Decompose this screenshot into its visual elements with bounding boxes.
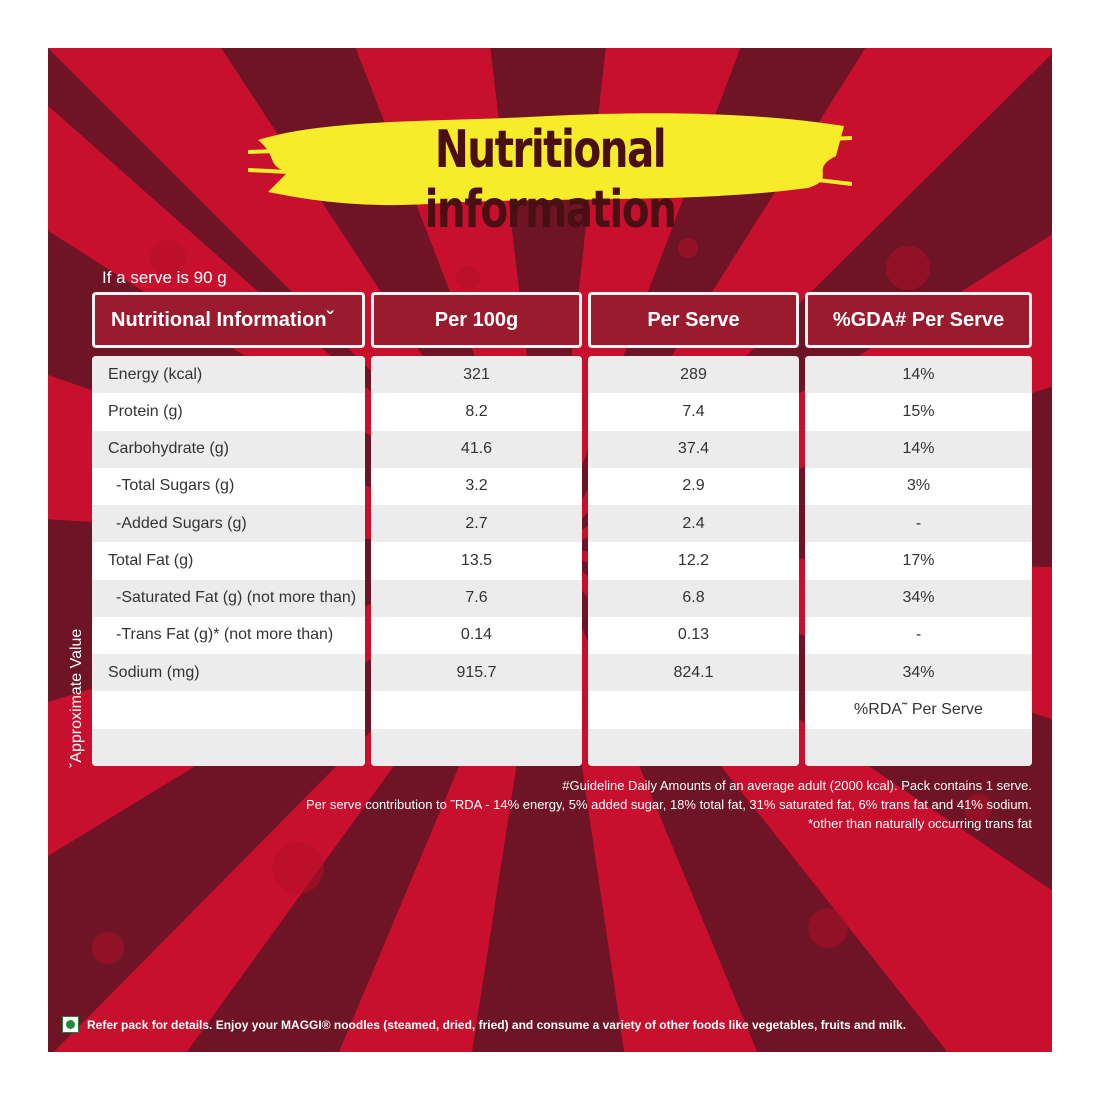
per-100g-header: Per 100g — [371, 292, 582, 348]
per-serve-column — [588, 292, 799, 766]
nutrient-column-body — [92, 356, 365, 766]
gda-value: 34% — [805, 580, 1032, 617]
per-100g-value — [371, 729, 582, 766]
per-100g-column-body — [371, 356, 582, 766]
nutrient-name — [92, 691, 365, 728]
gda-value: 14% — [805, 356, 1032, 393]
per-100g-value: 3.2 — [465, 477, 488, 495]
per-100g-value: 8.2 — [465, 402, 488, 420]
nutrition-panel — [48, 48, 1052, 1052]
per-serve-value: 6.8 — [588, 580, 799, 617]
gda-value: 3% — [906, 477, 931, 495]
nutrient-name: -Total Sugars (g) — [116, 477, 235, 495]
per-serve-value: 37.4 — [588, 431, 799, 468]
nutrient-name: Protein (g) — [108, 402, 183, 420]
nutrient-name: Sodium (mg) — [92, 654, 365, 691]
bottom-note — [62, 1016, 906, 1033]
nutrient-name: -Added Sugars (g) — [92, 505, 365, 542]
per-100g-value: 13.5 — [460, 551, 493, 569]
nutrient-name — [92, 729, 365, 766]
nutrition-table — [92, 292, 1032, 766]
per-serve-column-body — [588, 356, 799, 766]
approximate-value-label: ˇApproximate Value — [68, 628, 85, 768]
nutrient-name: Energy (kcal) — [92, 356, 365, 393]
veg-symbol-icon — [62, 1016, 79, 1033]
gda-value — [805, 729, 1032, 766]
serve-size-note: If a serve is 90 g — [102, 268, 227, 287]
bottom-note-text: Refer pack for details. Enjoy your MAGGI® noodles (steamed, dried, fried) and consume a variety of other foods like vegetables, fruits and milk. — [87, 1017, 907, 1032]
per-serve-value: 0.13 — [677, 626, 710, 644]
gda-value: - — [805, 505, 1032, 542]
gda-column-body — [805, 356, 1032, 766]
per-100g-value: 2.7 — [371, 505, 582, 542]
per-serve-value — [588, 729, 799, 766]
per-100g-value: 41.6 — [371, 431, 582, 468]
page-title: Nutritional information — [424, 120, 676, 240]
per-100g-value — [371, 691, 582, 728]
per-100g-value: 321 — [371, 356, 582, 393]
per-serve-value: 7.4 — [682, 402, 705, 420]
gda-value: 17% — [902, 551, 935, 569]
per-100g-value: 915.7 — [371, 654, 582, 691]
rda-subheader: %RDA˜ Per Serve — [854, 701, 983, 719]
per-serve-value — [588, 691, 799, 728]
gda-value: 14% — [805, 431, 1032, 468]
nutrient-name: Carbohydrate (g) — [92, 431, 365, 468]
gda-value: - — [915, 626, 922, 644]
per-100g-value: 7.6 — [371, 580, 582, 617]
per-serve-header: Per Serve — [588, 292, 799, 348]
per-serve-value: 12.2 — [677, 551, 710, 569]
gda-column — [805, 292, 1032, 766]
nutrient-name: -Saturated Fat (g) (not more than) — [92, 580, 365, 617]
nutrient-name: Total Fat (g) — [108, 551, 194, 569]
per-serve-value: 824.1 — [588, 654, 799, 691]
trans-fat-footnote: *other than naturally occurring trans fat — [807, 816, 1032, 831]
per-serve-value: 289 — [588, 356, 799, 393]
rda-footnote: Per serve contribution to ˜RDA - 14% energy, 5% added sugar, 18% total fat, 31% saturated fat, 6% trans fat and 41% sodium. — [305, 797, 1032, 812]
gda-footnote: #Guideline Daily Amounts of an average adult (2000 kcal). Pack contains 1 serve. — [562, 778, 1032, 793]
gda-header: %GDA# Per Serve — [805, 292, 1032, 348]
per-serve-value: 2.9 — [682, 477, 705, 495]
gda-value: 34% — [805, 654, 1032, 691]
gda-value: 15% — [902, 402, 935, 420]
title-banner — [248, 100, 852, 240]
footnotes — [306, 776, 1032, 833]
per-100g-column — [371, 292, 582, 766]
nutrient-header: Nutritional Informationˇ — [92, 292, 365, 348]
nutrient-column — [92, 292, 365, 766]
per-serve-value: 2.4 — [588, 505, 799, 542]
nutrient-name: -Trans Fat (g)* (not more than) — [116, 626, 334, 644]
per-100g-value: 0.14 — [460, 626, 493, 644]
